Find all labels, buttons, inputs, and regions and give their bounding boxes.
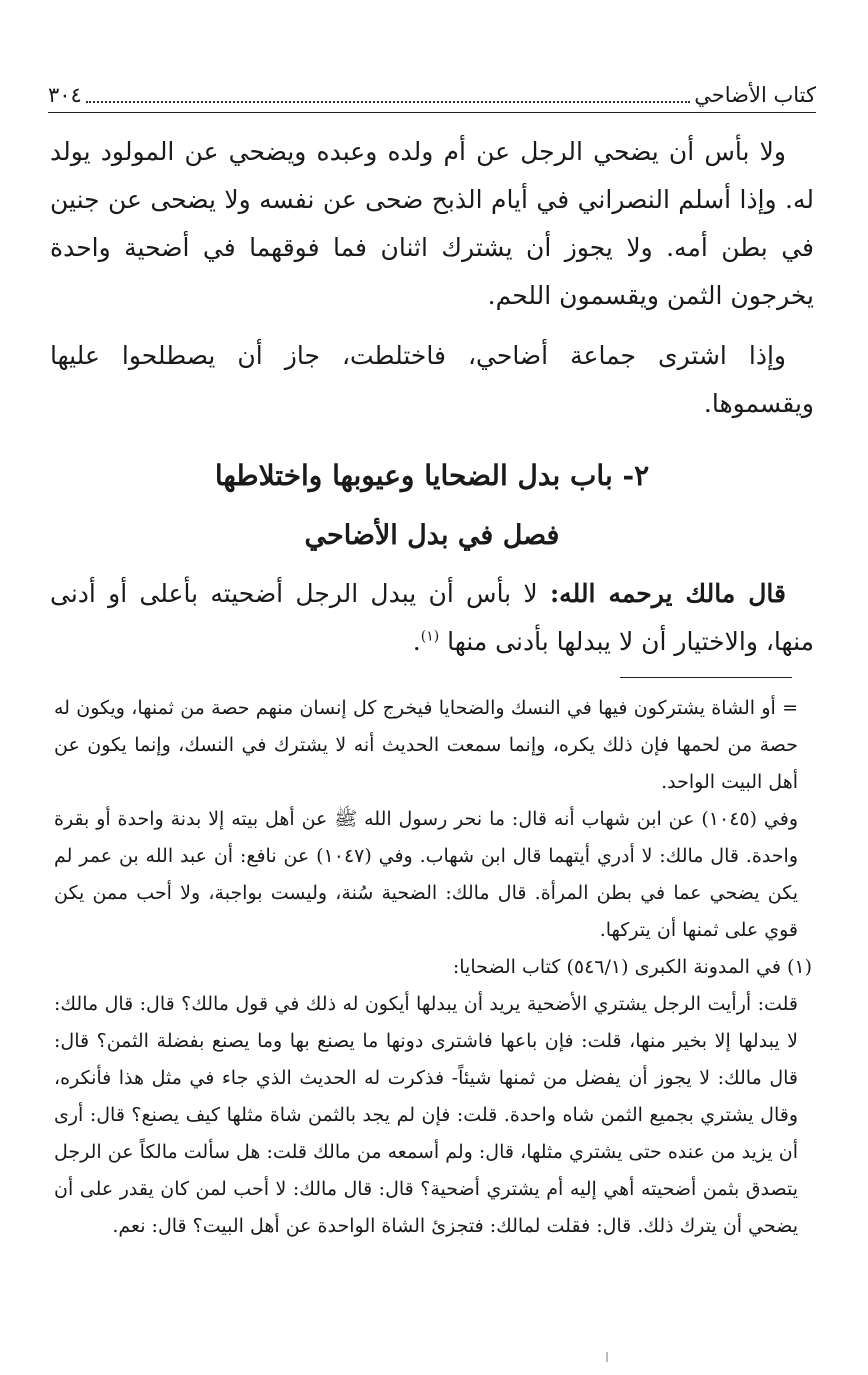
main-text <box>50 128 814 678</box>
lead-end: . <box>412 627 421 656</box>
section-title: فصل في بدل الأضاحي <box>304 520 560 551</box>
page-number: ٣٠٤ <box>48 83 82 107</box>
page-mark <box>606 1352 608 1362</box>
header-dot-leader <box>86 87 690 103</box>
footnote-continuation: = أو الشاة يشتركون فيها في النسك والضحايا فيخرج كل إنسان منهم حصة من ثمنها، ويكون له حصة من لحمها فإن ذلك يكره، وإنما سمعت الحديث أنه لا يشترك في النسك، وإنما يكون عن أهل البيت الواحد. <box>54 697 798 793</box>
lead-paragraph <box>50 570 814 666</box>
lead-speaker: قال مالك يرحمه الله: <box>549 579 787 608</box>
footnote-1-text: قلت: أرأيت الرجل يشتري الأضحية يريد أن يبدلها أيكون له ذلك في قول مالك؟ قال: قال مالك: لا يبدلها إلا بخير منها، قلت: فإن باعها فاشترى دونها ما يصنع بها وما يصنع بفضلة الثمن؟ قال: قال مالك: لا يجوز أن يفضل من ثمنها شيئاً- فذكرت له الحديث الذي جاء في مثل هذا فأنكره، وقال يشتري بجميع الثمن شاه واحدة. قلت: فإن لم يجد بالثمن شاة مثلها كيف يصنع؟ قال: أرى أن يزيد من عنده حتى يشتري مثلها، قال: ولم أسمعه من مالك قلت: هل سألت مالكاً عن الرجل يتصدق بثمن أضحيته أهي إليه أم يشتري أضحية؟ قال: قال مالك: لا أحب لمن كان يقدر على أن يضحي أن يترك ذلك. قال: فقلت لمالك: فتجزئ الشاة الواحدة عن أهل البيت؟ قال: نعم. <box>54 993 798 1237</box>
paragraph: ولا بأس أن يضحي الرجل عن أم ولده وعبده ويضحي عن المولود يولد له. وإذا أسلم النصراني في أيام الذبح ضحى عن نفسه ولا يضحى عن جنين في بطن أمه. ولا يجوز أن يشترك اثنان فما فوقهما في أضحية واحدة يخرجون الثمن ويقسمون اللحم. <box>50 137 814 310</box>
footnote-separator <box>620 677 792 678</box>
lead-text: لا بأس أن يبدل الرجل أضحيته بأعلى أو أدنى منها، والاختيار أن لا يبدلها بأدنى منها <box>50 579 814 656</box>
running-header <box>48 78 816 113</box>
footnotes <box>54 690 812 1245</box>
footnote-continuation: وفي (١٠٤٥) عن ابن شهاب أنه قال: ما نحر رسول الله ﷺ عن أهل بيته إلا بدنة واحدة أو بقرة واحدة. قال مالك: لا أدري أيتهما قال ابن شهاب. وفي (١٠٤٧) عن نافع: أن عبد الله بن عمر لم يكن يضحي عما في بطن المرأة. قال مالك: الضحية سُنة، وليست بواجبة، ولا أحب ممن يكن قوي على ثمنها أن يتركها. <box>54 808 799 941</box>
paragraph: وإذا اشترى جماعة أضاحي، فاختلطت، جاز أن يصطلحوا عليها ويقسموها. <box>50 341 814 418</box>
book-title: كتاب الأضاحي <box>694 83 816 107</box>
footnote-1-intro: (١) في المدونة الكبرى (٥٤٦/١) كتاب الضحايا: <box>452 956 812 978</box>
chapter-title: ٢- باب بدل الضحايا وعيوبها واختلاطها <box>214 459 650 492</box>
footnote-reference[interactable]: (١) <box>420 628 440 645</box>
